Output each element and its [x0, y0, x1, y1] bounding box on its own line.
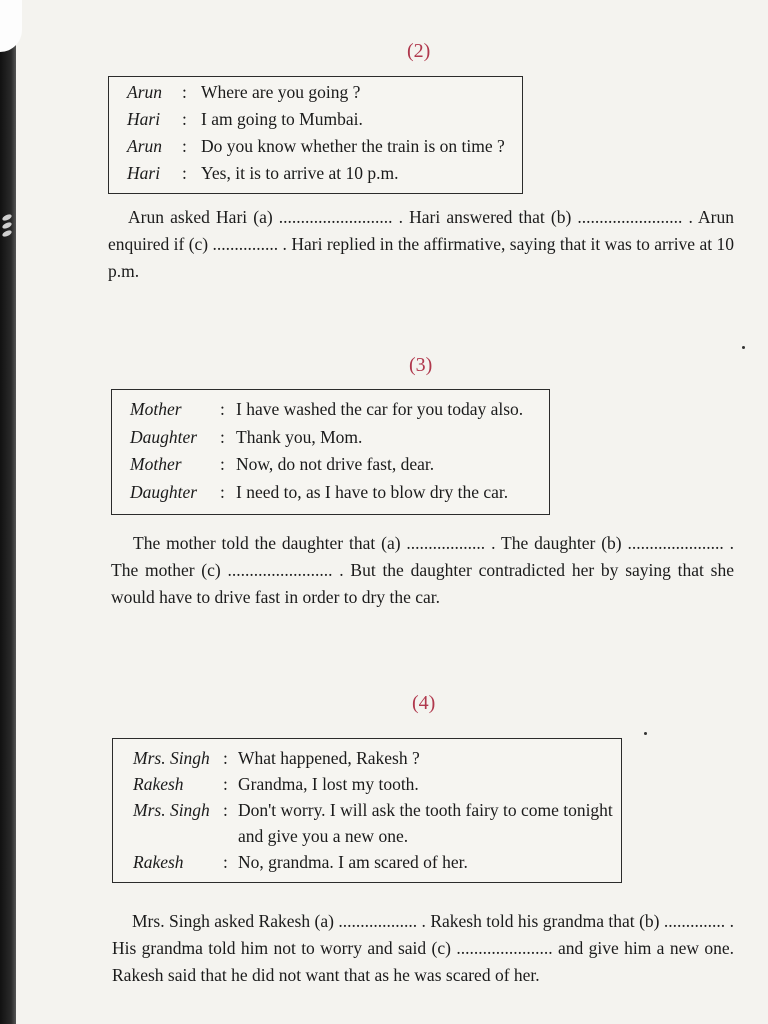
speaker-name: Arun — [127, 82, 162, 102]
dialogue-text: I have washed the car for you today also. — [236, 399, 524, 419]
page-corner — [0, 0, 22, 52]
page-speck — [644, 732, 647, 735]
dialogue-text: What happened, Rakesh ? — [238, 748, 420, 768]
speaker-name: Daughter — [130, 427, 198, 447]
speaker-name: Daughter — [130, 482, 198, 502]
binding-ornament — [0, 212, 16, 242]
dialogue-text: I need to, as I have to blow dry the car. — [236, 482, 509, 502]
section-number: (3) — [409, 354, 433, 376]
dialogue-text: Thank you, Mom. — [236, 427, 363, 447]
speaker-colon: : — [223, 852, 228, 872]
speaker-name: Hari — [127, 163, 161, 183]
speaker-name: Mrs. Singh — [133, 748, 210, 768]
speaker-colon: : — [182, 163, 187, 183]
speaker-colon: : — [220, 482, 225, 502]
speaker-colon: : — [182, 82, 187, 102]
dialogue-text: and give you a new one. — [238, 826, 409, 846]
page-speck — [742, 346, 745, 349]
dialogue-box — [112, 738, 622, 883]
dialogue-text: No, grandma. I am scared of her. — [238, 852, 468, 872]
dialogue-text: Do you know whether the train is on time ? — [201, 136, 505, 156]
speaker-name: Mother — [130, 454, 182, 474]
speaker-colon: : — [223, 774, 228, 794]
dialogue-box — [111, 389, 550, 515]
speaker-colon: : — [223, 800, 228, 820]
section-number: (4) — [412, 692, 436, 714]
speaker-name: Hari — [127, 109, 161, 129]
speaker-name: Mother — [130, 399, 182, 419]
exercise-paragraph: Arun asked Hari (a) .......................... . Hari answered that (b) ........................ . Arun enquired if (c) ............... . Hari replied in the affirmative, saying that it was to arrive at 10 p.m. — [108, 207, 734, 281]
book-binding — [0, 0, 16, 1024]
speaker-colon: : — [220, 399, 225, 419]
speaker-colon: : — [220, 454, 225, 474]
speaker-colon: : — [223, 748, 228, 768]
dialogue-text: Now, do not drive fast, dear. — [236, 454, 435, 474]
speaker-colon: : — [182, 109, 187, 129]
speaker-colon: : — [182, 136, 187, 156]
speaker-name: Rakesh — [133, 774, 184, 794]
speaker-name: Mrs. Singh — [133, 800, 210, 820]
speaker-colon: : — [220, 427, 225, 447]
speaker-name: Arun — [127, 136, 162, 156]
exercise-paragraph: The mother told the daughter that (a) .................. . The daughter (b) ...................... . The mother (c) ........................ . But the daughter contradicted her by saying that she would have to drive fast in order to dry the car. — [111, 533, 734, 607]
dialogue-text: I am going to Mumbai. — [201, 109, 363, 129]
dialogue-box — [108, 76, 523, 194]
exercise-paragraph: Mrs. Singh asked Rakesh (a) .................. . Rakesh told his grandma that (b) .............. . His grandma told him not to worry and said (c) ...................... and give him a new one. Rakesh said that he did not want that as he was scared of her. — [112, 911, 734, 985]
speaker-name: Rakesh — [133, 852, 184, 872]
dialogue-text: Yes, it is to arrive at 10 p.m. — [201, 163, 399, 183]
dialogue-text: Where are you going ? — [201, 82, 361, 102]
dialogue-text: Don't worry. I will ask the tooth fairy to come tonight — [238, 800, 613, 820]
dialogue-text: Grandma, I lost my tooth. — [238, 774, 419, 794]
section-number: (2) — [407, 40, 431, 62]
